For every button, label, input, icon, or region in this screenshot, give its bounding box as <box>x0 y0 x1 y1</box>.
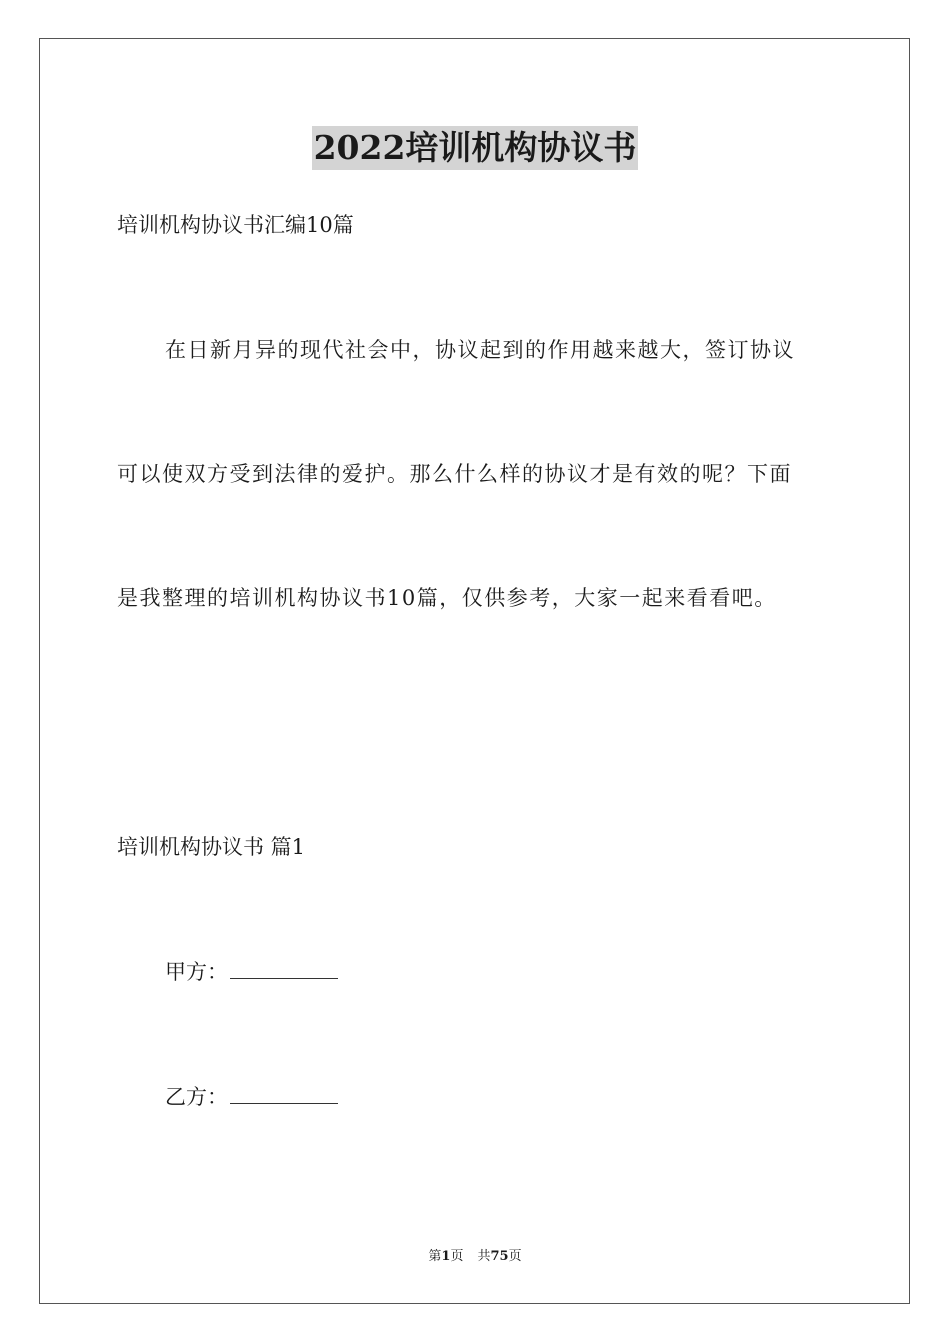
party-b-row <box>165 1083 338 1111</box>
intro-line-2: 可以使双方受到法律的爱护。那么什么样的协议才是有效的呢？下面 <box>117 462 792 486</box>
intro-line-3: 是我整理的培训机构协议书10篇，仅供参考，大家一起来看看吧。 <box>117 586 777 610</box>
document-title: 2022培训机构协议书 <box>312 126 639 170</box>
party-b-blank-line <box>230 1083 338 1104</box>
party-a-label: 甲方： <box>165 960 228 984</box>
footer-prefix: 第 <box>428 1249 442 1264</box>
document-subtitle: 培训机构协议书汇编10篇 <box>117 213 354 237</box>
party-b-label: 乙方： <box>165 1085 228 1109</box>
footer-total-prefix: 共 <box>477 1249 491 1264</box>
party-a-row <box>165 958 338 986</box>
title-container <box>0 126 950 170</box>
footer-total-pages: 75 <box>490 1249 509 1264</box>
footer-page-suffix: 页 <box>450 1249 464 1264</box>
party-a-blank-line <box>230 958 338 979</box>
intro-line-1: 在日新月异的现代社会中，协议起到的作用越来越大，签订协议 <box>165 338 795 362</box>
footer-total-suffix: 页 <box>508 1249 522 1264</box>
section-heading: 培训机构协议书 篇1 <box>117 835 306 859</box>
page-footer <box>0 1248 950 1266</box>
footer-current-page: 1 <box>441 1249 451 1264</box>
